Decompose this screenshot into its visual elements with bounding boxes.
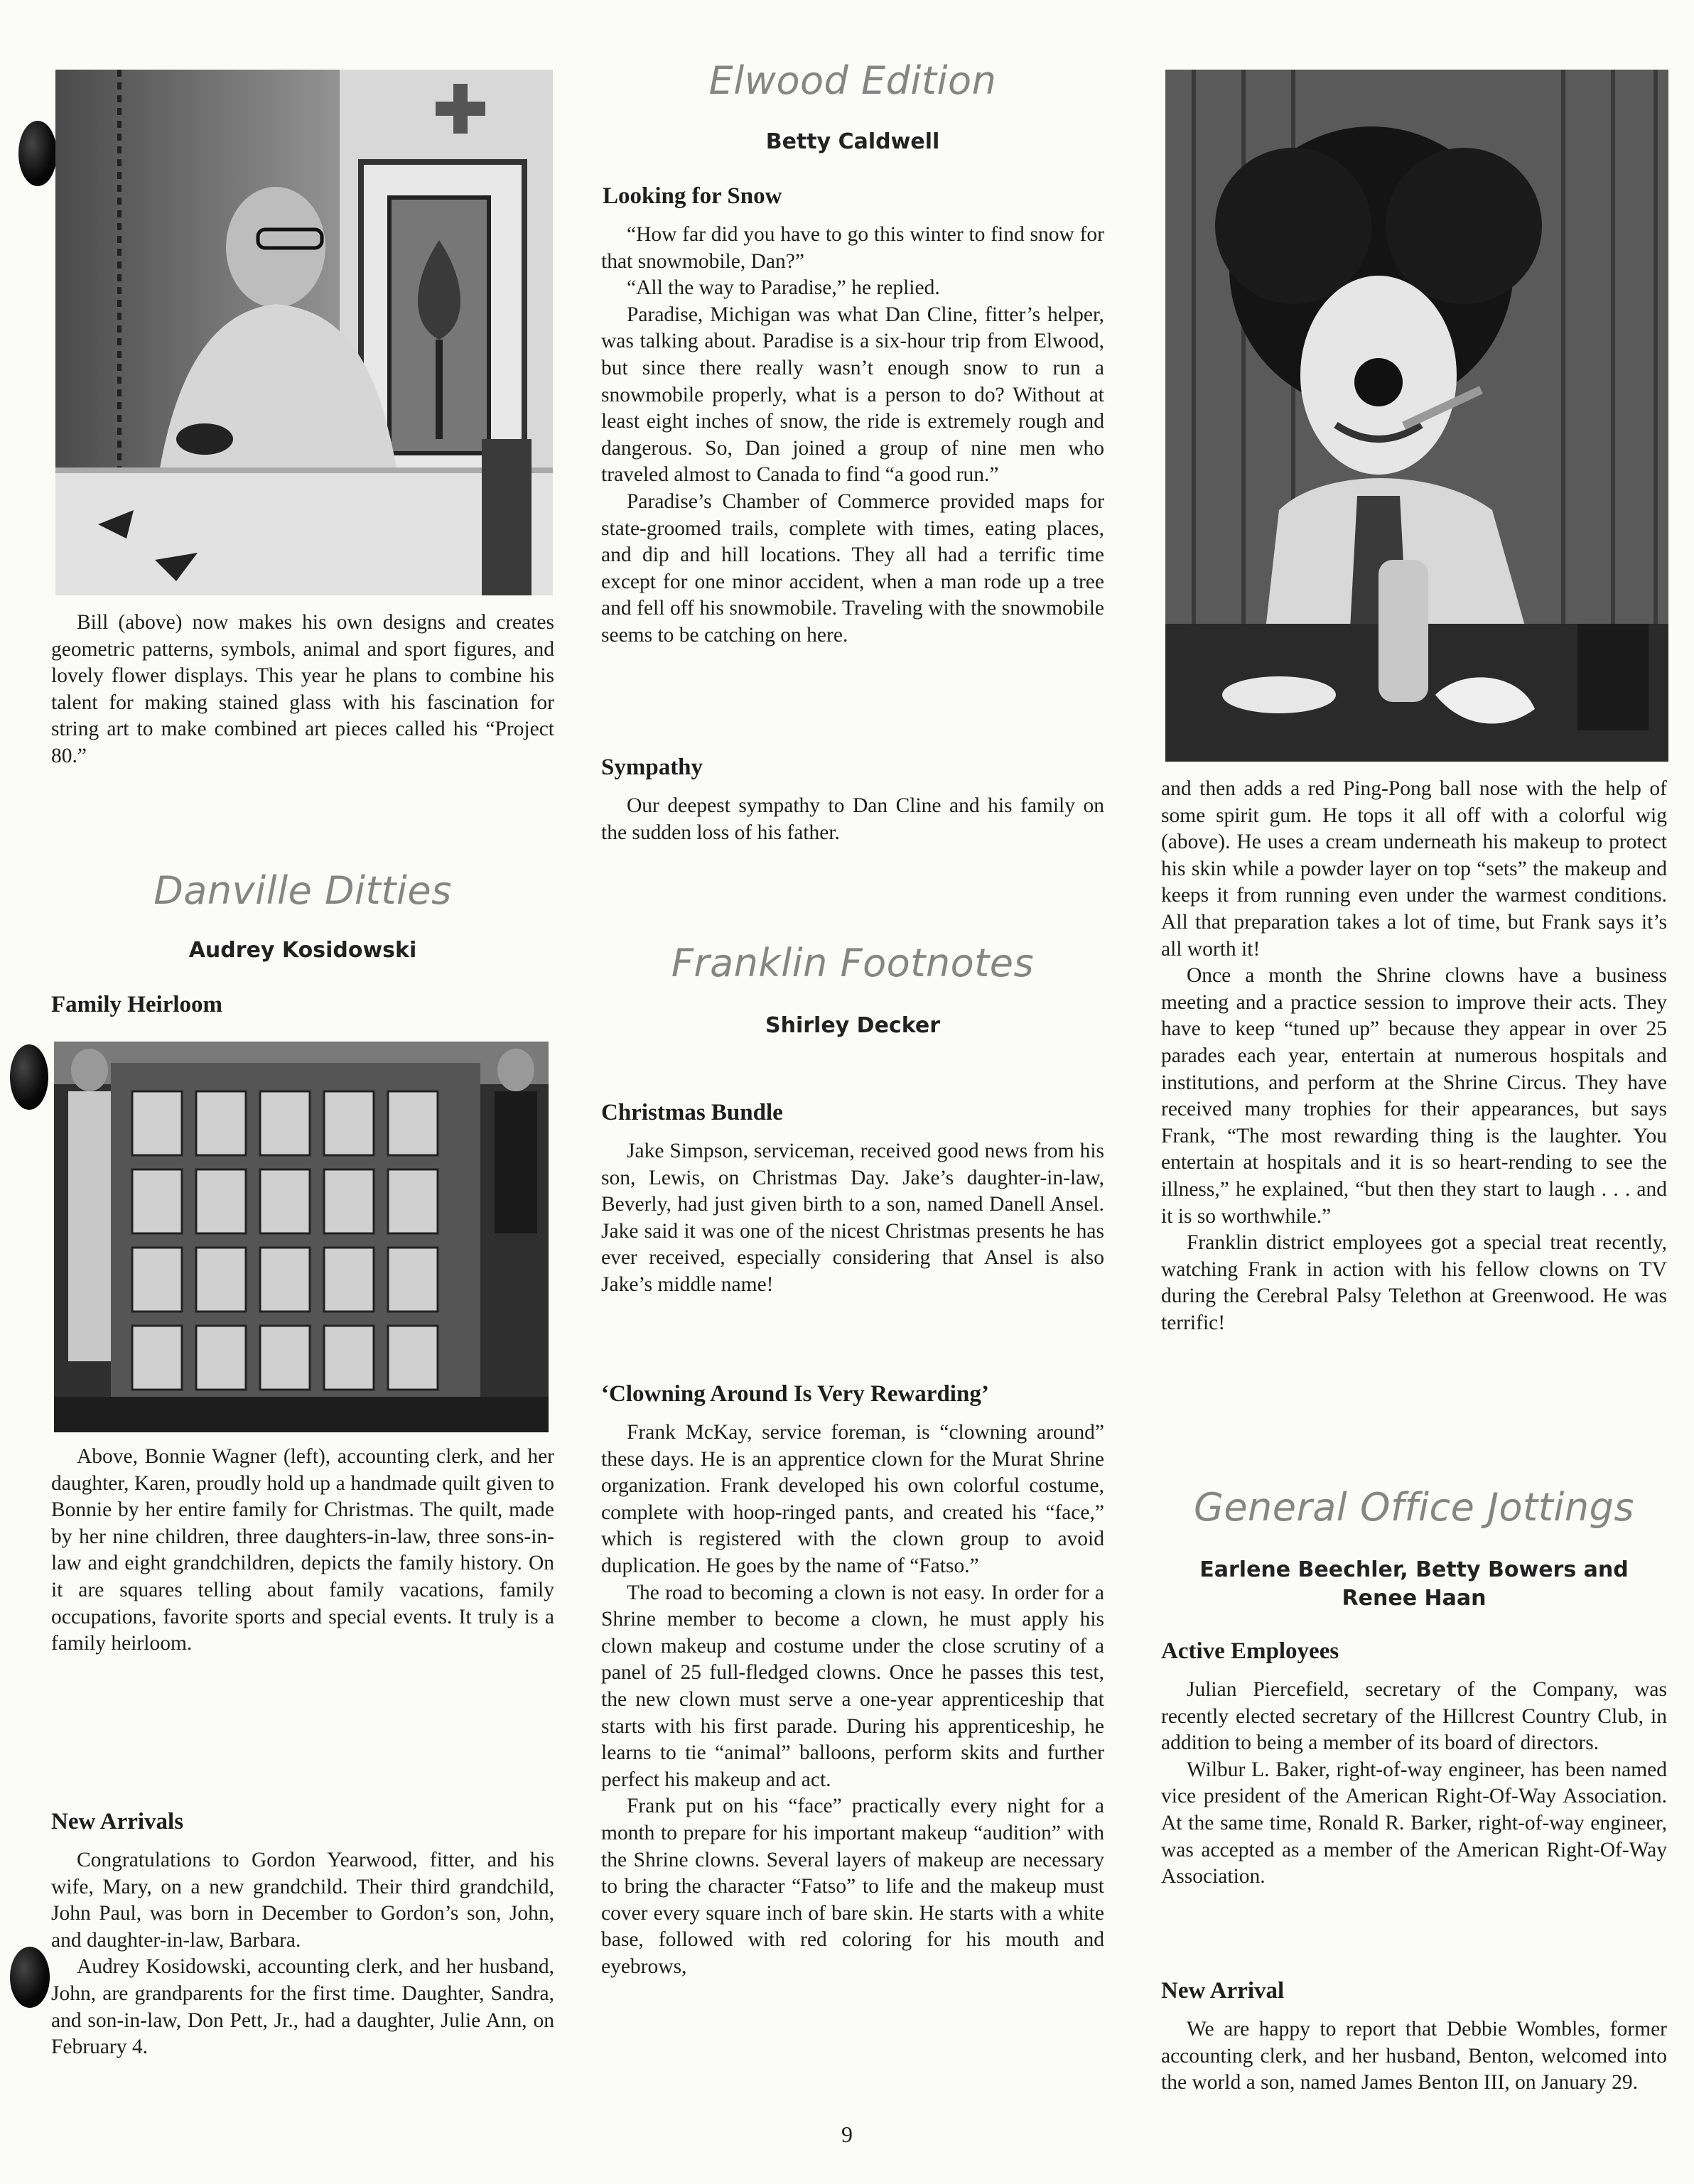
quilt-photo-caption: Above, Bonnie Wagner (left), accounting clerk, and her daughter, Karen, proudly hold up a handmade quilt given to Bonnie by her entire family for Christmas. The quilt, made by her nine children, three daughters-in-law, three sons-in-law and eight grandchildren, depicts the family history. On it are squares telling about family vacations, family occupations, favorite sports and special events. It truly is a family heirloom. bbox=[51, 1445, 554, 1655]
new-arrival-heading: New Arrival bbox=[1161, 1978, 1285, 2004]
clowning-paragraph-1: Frank McKay, service foreman, is “clowning around” these days. He is an apprentice clown for the Murat Shrine organization. Frank developed his own colorful costume, complete with hoop-ringed pants, and created his “face,” which is registered with the clown group to avoid duplication. He goes by the name of “Fatso.” bbox=[601, 1421, 1104, 1577]
snow-paragraph-3: Paradise, Michigan was what Dan Cline, fitter’s helper, was talking about. Paradise is a six-hour trip from Elwood, but since there really wasn’t enough snow to run a snowmobile properly, what is a person to do? Without at least eight inches of snow, the ride is extremely rough and dangerous. So, Dan joined a group of nine men who traveled almost to Canada to find “a good run.” bbox=[601, 303, 1104, 487]
snow-paragraph-1: “How far did you have to go this winter to find snow for that snowmobile, Dan?” bbox=[601, 223, 1104, 273]
clowning-continued-paragraph-2: Once a month the Shrine clowns have a business meeting and a practice session to improve their acts. They have to keep “tuned up” because they appear in over 25 parades each year, entertain at numerous hospitals and institutions, and perform at the Shrine Circus. They have received many trophies for their appearances, but says Frank, “The most rewarding thing is the laughter. You entertain at hospitals and it is so heart-rending to see the illness,” he explained, “but then they start to laugh . . . and it is so worthwhile.” bbox=[1161, 964, 1667, 1228]
new-arrivals-paragraph-1: Congratulations to Gordon Yearwood, fitter, and his wife, Mary, on a new grandchild. Their third grandchild, John Paul, was born in December to Gordon’s son, John, and daughter-in-law, Barbara. bbox=[51, 1849, 554, 1952]
snow-paragraph-4: Paradise’s Chamber of Commerce provided maps for state-groomed trails, complete with times, eating places, and dip and hill locations. They all had a terrific time except for one minor accident, when a man rode up a tree and fell off his snowmobile. Traveling with the snowmobile seems to be catching on here. bbox=[601, 490, 1104, 647]
clowning-paragraph-2: The road to becoming a clown is not easy. In order for a Shrine member to become a clown, he must apply his clown makeup and costume under the close scrutiny of a panel of 25 full-fledged clowns. Once he passes this test, the new clown must serve a one-year apprenticeship that starts with his first parade. During his apprenticeship, he learns to tie “animal” balloons, perform skits and further perfect his makeup and act. bbox=[601, 1581, 1104, 1791]
general-office-jottings-title: General Office Jottings bbox=[1193, 1485, 1635, 1530]
bill-photo-caption: Bill (above) now makes his own designs and creates geometric patterns, symbols, animal and sport figures, and lovely flower displays. This year he plans to combine his talent for making stained glass with his fascination for string art to make combined art pieces called his “Project 80.” bbox=[51, 611, 554, 767]
general-office-byline bbox=[1161, 1556, 1667, 1613]
new-arrival-paragraph: We are happy to report that Debbie Wombles, former accounting clerk, and her husband, Benton, welcomed into the world a son, named James Benton III, on January 29. bbox=[1161, 2018, 1667, 2094]
active-employees-heading: Active Employees bbox=[1161, 1638, 1339, 1664]
sympathy-paragraph: Our deepest sympathy to Dan Cline and his family on the sudden loss of his father. bbox=[601, 794, 1104, 844]
active-employees-paragraph-1: Julian Piercefield, secretary of the Company, was recently elected secretary of the Hillcrest Country Club, in addition to being a member of its board of directors. bbox=[1161, 1678, 1667, 1755]
clowning-continued-paragraph-1: and then adds a red Ping-Pong ball nose with the help of some spirit gum. He tops it all off with a colorful wig (above). He uses a cream underneath his makeup to protect his skin while a powder layer on top “sets” the makeup and keeps it from running even under the warmest conditions. All that preparation takes a lot of time, but Frank says it’s all worth it! bbox=[1161, 777, 1667, 961]
clowning-around-heading: ‘Clowning Around Is Very Rewarding’ bbox=[601, 1381, 989, 1407]
active-employees-paragraph-2: Wilbur L. Baker, right-of-way engineer, has been named vice president of the American Right-Of-Way Association. At the same time, Ronald R. Barker, right-of-way engineer, was accepted as a member of the American Right-Of-Way Association. bbox=[1161, 1758, 1667, 1888]
new-arrivals-heading: New Arrivals bbox=[51, 1809, 184, 1834]
photo-clown-makeup bbox=[1165, 70, 1668, 762]
family-heirloom-heading: Family Heirloom bbox=[51, 992, 223, 1017]
looking-for-snow-heading: Looking for Snow bbox=[603, 183, 782, 209]
clowning-continued-paragraph-3: Franklin district employees got a special treat recently, watching Frank in action with his fellow clowns on TV during the Cerebral Palsy Telethon at Greenwood. He was terrific! bbox=[1161, 1231, 1667, 1334]
sympathy-heading: Sympathy bbox=[601, 755, 703, 780]
christmas-bundle-paragraph: Jake Simpson, serviceman, received good news from his son, Lewis, on Christmas Day. Jake’s daughter-in-law, Beverly, had just given birth to a son, named Danell Ansel. Jake said it was one of the nicest Christmas presents he has ever received, especially considering that Ansel is also Jake’s middle name! bbox=[601, 1140, 1104, 1296]
danville-byline: Audrey Kosidowski bbox=[188, 938, 417, 963]
page-number: 9 bbox=[841, 2121, 853, 2147]
christmas-bundle-heading: Christmas Bundle bbox=[601, 1100, 783, 1125]
clowning-paragraph-3: Frank put on his “face” practically every night for a month to prepare for his important makeup “audition” with the Shrine clowns. Several layers of makeup are necessary to bring the character “Fatso” to life and the makeup must cover every square inch of bare skin. He starts with a white base, followed with red coloring for his mouth and eyebrows, bbox=[601, 1795, 1104, 1978]
photo-family-quilt bbox=[54, 1042, 549, 1432]
binder-hole-middle bbox=[10, 1044, 48, 1110]
general-office-byline-line-1: Earlene Beechler, Betty Bowers and bbox=[1199, 1557, 1629, 1582]
new-arrivals-paragraph-2: Audrey Kosidowski, accounting clerk, and her husband, John, are grandparents for the first time. Daughter, Sandra, and son-in-law, Don Pett, Jr., had a daughter, Julie Ann, on February 4. bbox=[51, 1955, 554, 2059]
elwood-edition-title: Elwood Edition bbox=[708, 58, 997, 103]
binder-hole-top bbox=[18, 121, 57, 186]
danville-ditties-title: Danville Ditties bbox=[153, 868, 452, 913]
franklin-byline: Shirley Decker bbox=[765, 1013, 940, 1038]
snow-paragraph-2: “All the way to Paradise,” he replied. bbox=[627, 276, 940, 300]
photo-bill-stained-glass bbox=[55, 70, 553, 595]
elwood-byline: Betty Caldwell bbox=[765, 129, 940, 154]
binder-hole-bottom bbox=[10, 1947, 50, 2008]
general-office-byline-line-2: Renee Haan bbox=[1342, 1586, 1487, 1611]
franklin-footnotes-title: Franklin Footnotes bbox=[671, 941, 1035, 985]
